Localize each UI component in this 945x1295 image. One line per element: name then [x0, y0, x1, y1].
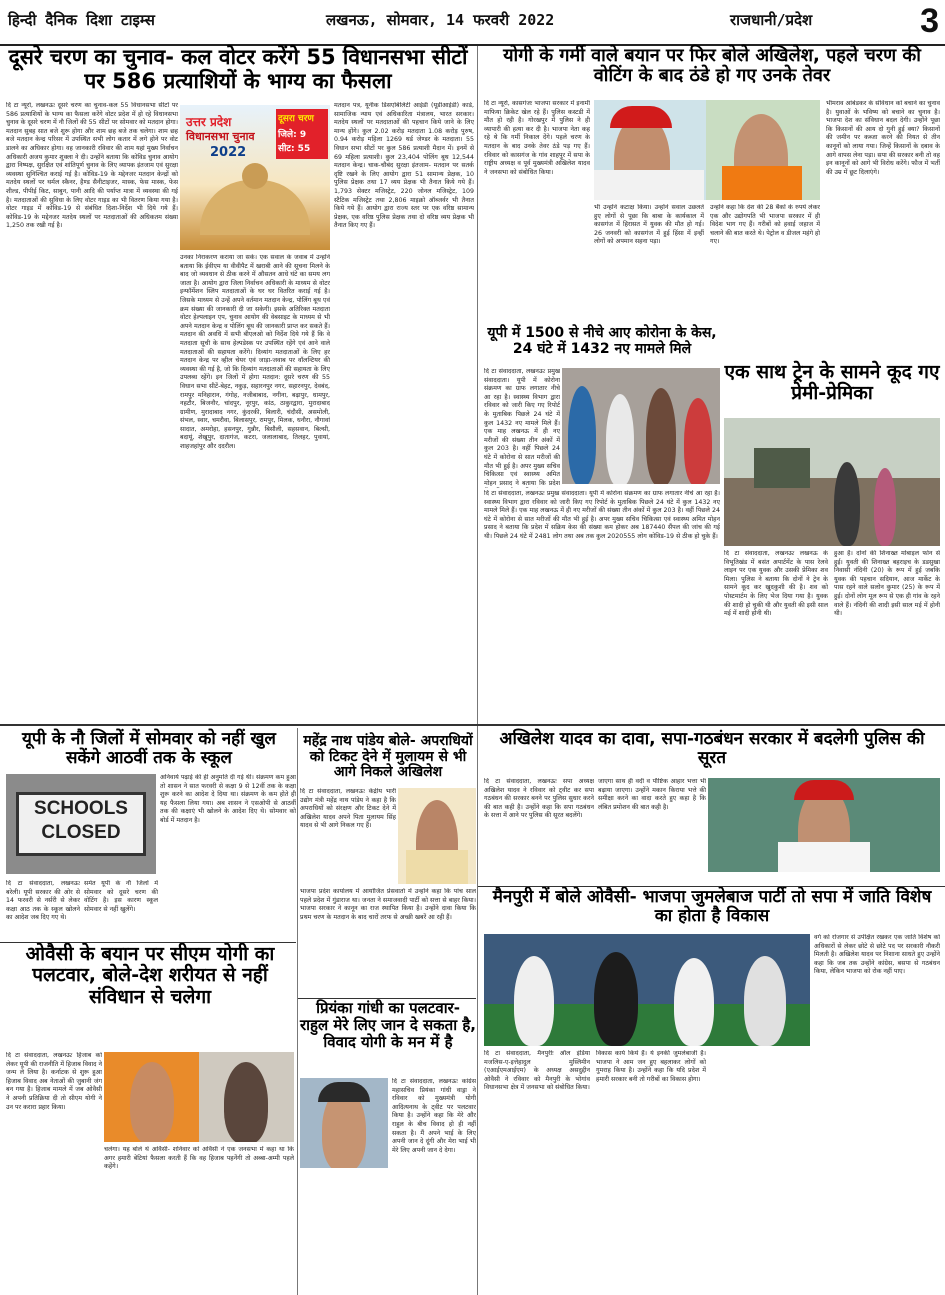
article-train-col1: दि टा संवाददाता, लखनऊः लखनऊ के विभूतिखंड में बसंत अपार्टमेंट के पास रेलवे लाइन पर एक युवक और उसकी प्रेमिका शव मिला। पुलिस ने बताया कि दोनों ने ट्रेन के सामने कूद कर खुदकुशी की है। शव को पोस्टमार्टम के लिए भेज दिया गया है। युवक की शादी हो चुकी थी और युवती की इसी साल मई में शादी होनी थी। [724, 550, 828, 618]
graphic-phase: दूसरा चरण [278, 114, 314, 124]
election-graphic [180, 105, 330, 250]
article-owaisi-col1: दि टा संवाददाता, मैनपुरीः ऑल इंडिया मजलिस-ए-इत्तेहादुल मुस्लिमीन (एआईएमआईएम) के अध्यक्ष असदुद्दीन ओवैसी ने रविवार को मैनपुरी के भोगांव विधानसभा क्षेत्र में जनसभा को संबोधित किया। [484, 1050, 590, 1092]
akhilesh-photo [708, 778, 940, 872]
article-akhilesh-col2: भी उन्होंने कटाक्ष किया। उन्होंने सवाल उछलते हुए लोगों से पूछा कि बाबा के कार्यकाल में कासगंज में हिरासत में युवक की मौत हो गई। 26 जनवरी को कासगंज में हुई हिंसा में इन्हीं लोगों को अपमान सहना पड़ा। [594, 204, 704, 246]
article-police-col2: जाएगा साथ ही वर्दी व पौष्टिक आहार भत्ता भी बढ़ाया जाएगा। उन्होंने मकान किराया भत्ते की समीक्षा करने का वादा करते हुए कहा है कि लंबित प्रमोशन की बात कही है। [598, 778, 706, 811]
owaisi-rally-photo [484, 934, 810, 1046]
article-schools-col1: अनिवार्य पढ़ाई की ही अनुमति दी गई थी। संक्रमण कम हुआ तो शासन ने सात फरवरी से कक्षा 9 से 12वीं तक के कक्षा शुरू करने का आदेश दे दिया था। संक्रमण के कम होते ही यह फैसला लिया गया। अब शासन ने एसओपी से आठवीं तक की कक्षाएं भी खोलने के आदेश दिए थे। सोमवार को बोर्ड में मतदान है। [160, 774, 296, 824]
page-number: 3 [920, 2, 939, 40]
article-corona-intro: दि टा संवाददाता, लखनऊः प्रमुख संवाददाता। यूपी में कोरोना संक्रमण का ग्राफ लगातार नीचे आ रहा है। स्वास्थ्य विभाग द्वारा रविवार को जारी किए गए रिपोर्ट के मुताबिक पिछले 24 घंटे में कुल 1432 नए मामले मिले हैं। एक माह लखनऊ में ही नए मरीजों की संख्या तीन अंकों में कुल 203 है। वहीं पिछले 24 घंटे में कोरोना से सात मरीजों की मौत भी हुई है। अपर मुख्य सचिव चिकित्सा एवं स्वास्थ्य अमित मोहन प्रसाद ने बताया कि प्रदेश [484, 368, 560, 487]
sign-line2: CLOSED [41, 822, 121, 843]
article-yogi-col2: चलेगा। यह बोले थे ओवैसी- शनिवार को ओवैसी ने एक जनसभा में कहा था कि अगर हमारी बेटियां फैसला करती हैं कि वह हिजाब पहनेंगी तो अब्बा-अम्मी पहले कहेंगे। [104, 1146, 294, 1171]
headline-priyanka: प्रियंका गांधी का पलटवार- राहुल मेरे लिए जान दे सकता है, विवाद योगी के मन में है [300, 999, 477, 1051]
graphic-year: 2022 [210, 145, 247, 160]
mahendra-pandey-photo [398, 788, 476, 884]
article-pandey-col1: दि टा संवाददाता, लखनऊः केंद्रीय भारी उद्योग मंत्री महेंद्र नाथ पांडेय ने कहा है कि अपराधियों को संरक्षण और टिकट देने में अखिलेश यादव अपने पिता मुलायम सिंह यादव से भी आगे निकल गए हैं। [300, 788, 396, 830]
graphic-state: उत्तर प्रदेश [186, 115, 232, 129]
headline-police-reform: अखिलेश यादव का दावा, सपा-गठबंधन सरकार में बदलेगी पुलिस की सूरत [499, 729, 925, 769]
yogi-owaisi-photo [104, 1052, 294, 1142]
article-akhilesh-col4: भीमराव आंबेडकर के संविधान को बचाने का चुनाव है। युवाओं के भविष्य को बचाने का चुनाव है। भाजपा देश का संविधान बदल देगी। उन्होंने पूछा कि किसानों की आय दो गुनी हुई क्या? किसानों की जमीन पर कब्जा करने की नियत से तीन कानूनों को लाया गया। जिन्हें किसानों के दबाव के आगे वापस लेना पड़ा। सपा की सरकार बनी तो वह इन कानूनों को आगे भी विरोध करेंगे। फौज में भर्ती की उम्र में छूट दिलाएंगे। [826, 100, 940, 176]
graphic-districts: जिले: 9 [278, 130, 307, 140]
headline-train-couple: एक साथ ट्रेन के सामने कूद गए प्रेमी-प्रेमिका [724, 361, 940, 405]
headline-mahendra-pandey: महेंद्र नाथ पांडेय बोले- अपराधियों को टिकट देने में मुलायम से भी आगे निकले अखिलेश [303, 733, 473, 781]
akhilesh-yogi-photo [594, 100, 820, 200]
article-pandey-col2: भाजपा प्रदेश कार्यालय में आयोजित प्रेसवार्ता में उन्होंने कहा कि पांच साल पहले प्रदेश में गुंडाराज था। जनता ने समाजवादी पार्टी को सत्ता से बाहर किया। भाजपा सरकार ने कानून का राज स्थापित किया है। उन्होंने दावा किया कि प्रथम चरण के मतदान के बाद चारों तरफ से अच्छी खबरें आ रही हैं। [300, 888, 476, 921]
headline-yogi-owaisi: ओवैसी के बयान पर सीएम योगी का पलटवार, बोले-देश शरीयत से नहीं संविधान से चलेगा [25, 943, 275, 1008]
dateline: लखनऊ, सोमवार, 14 फरवरी 2022 [326, 11, 555, 29]
schools-closed-sign [6, 774, 156, 874]
article-owaisi-col2: विकास कार्य किये हैं। ये इनकी जुमलेबाजी है। भाजपा ने आम जन हुए बहलाकर लोगों को गुमराह किया है। उन्होंने कहा कि यदि प्रदेश में हमारी सरकार बनी तो गरीबों का विकास होगा। [596, 1050, 706, 1083]
article-owaisi-col3: वर्ग को रोजगार से उपेक्षित रखकर एक जाति विशेष को अधिकारों से लेकर छोटे से छोटे पद पर सरकारी नौकरी मिलती है। अखिलेश यादव पर निशाना साधते हुए उन्होंने कहा कि जब तक उन्होंने कांग्रेस, बसपा से गठबंधन किया, लेकिन भाजपा को रोक नहीं पाए। [814, 934, 940, 976]
headline-akhilesh-yogi: योगी के गर्मी वाले बयान पर फिर बोले अखिलेश, पहले चरण की वोटिंग के बाद ठंडे हो गए उनके तेवर [503, 45, 921, 87]
headline-second-phase: दूसरे चरण का चुनाव- कल वोटर करेंगे 55 विधानसभा सीटों पर 586 प्रत्याशियों के भाग्य का फैसला [8, 45, 468, 93]
article-second-phase-col3: मतदान पत्र, यूनीक डिसएबिलिटी आईडी (यूडीआईडी) कार्ड, सामाजिक न्याय एवं अधिकारिता मंत्रालय, भारत सरकार। मतदेय स्थलों पर मतदाताओं की पहचान किये जाने के लिए मान्य होंगे। कुल 2.02 करोड़ मतदाता 1.08 करोड़ पुरुष, 0.94 करोड़ महिला 1269 थर्ड जेण्डर के मतदाता। 55 विधान सभा सीटों पर कुल 586 प्रत्याशी मैदान में। इनमें से 69 महिला प्रत्याशी। कुल 23,404 पोलिंग बूथ 12,544 मतदान केन्द्र। चाक-चौबंद सुरक्षा इंतजाम- मतदान पर सतर्क दृष्टि रखने के लिए आयोग द्वारा 51 सामान्य प्रेक्षक, 10 पुलिस प्रेक्षक तथा 17 व्यय प्रेक्षक भी तैनात किये गये हैं। 1,793 सेक्टर मजिस्ट्रेट, 220 जोनल मजिस्ट्रेट, 109 स्टैटिक मजिस्ट्रेट तथा 2,806 माइक्रो ऑब्जर्वर भी तैनात किये गये हैं। आयोग द्वारा राज्य स्तर पर एक वरिष्ठ सामान्य प्रेक्षक, एक वरिष्ठ पुलिस प्रेक्षक तथा दो वरिष्ठ व्यय प्रेक्षक भी तैनात किए गए हैं। [334, 102, 474, 230]
article-second-phase-col2: उनका निराकरण कराया जा सके। एक सवाल के जवाब में उन्होंने बताया कि ईवीएम या वीवीपैट में खराबी आने की सूचना मिलने के बाद जो व्यवधान से ठीक करने में औसतन आधे घंटे का समय लग जाता है। आयोग द्वारा जिला निर्वाचन अधिकारी के माध्यम से वोटर इन्फॉर्मेशन स्लिप मतदाताओं के घर घर वितरित कराई गई है। जिसके माध्यम से उन्हें अपने वर्तमान मतदान केन्द्र, पोलिंग बूथ एवं क्रम संख्या की जानकारी दी जा सकेगी। इसके अतिरिक्त मतदाता वोटर हेल्पलाइन एप, चुनाव आयोग की वेबसाइट के माध्यम से भी अपने मतदान केन्द्र व पोलिंग बूथ की जानकारी प्राप्त कर सकते हैं। मतदान की अवधि में सभी बीएलओ को निर्देश दिये गये हैं कि वे मतदाता सूची के साथ हेल्पडेस्क पर उपस्थित रहेंगे एवं आने वाले मतदाताओं की सहायता करेंगे। दिव्यांग मतदाताओं के लिए हर मतदान केन्द्र पर व्हील चेयर एवं जाड़ा-जवाब पर वॉलन्टियर की व्यवस्था की गई है, जो कि दिव्यांग मतदाताओं की सहायता के लिए उपलब्ध रहेंगे। इन जिलों में होगा मतदान: दूसरे चरण की 55 विधान सभा सीटें-बेहट, नकुड़, सहारनपुर नगर, सहारनपुर, देवबंद, रामपुर मनिहारान, गंगोह, नजीबाबाद, नगीना, बढ़ापुर, धामपुर, नहटौर, बिजनौर, चांदपुर, नूरपुर, कांठ, ठाकुरद्वारा, मुरादाबाद ग्रामीण, मुरादाबाद नगर, कुंदरकी, बिलारी, चंदौसी, असमोली, संभल, स्वार, चमरौवा, बिलासपुर, रामपुर, मिलक, धनौरा, नौगावां सादात, अमरोहा, हसनपुर, गुन्नौर, बिसौली, सहसवान, बिल्सी, बदायूं, शेखूपुर, दातागंज, कटरा, जलालाबाद, तिलहर, पुवायां, शाहजहांपुर और ददरौल। [180, 254, 330, 451]
corona-testing-photo [562, 368, 720, 484]
headline-corona-cases: यूपी में 1500 से नीचे आए कोरोना के केस, 24 घंटे में 1432 नए मामले मिले [487, 325, 717, 357]
headline-schools-closed: यूपी के नौ जिलों में सोमवार को नहीं खुल सकेंगे आठवीं तक के स्कूल [22, 729, 276, 769]
article-yogi-col1: दि टा संवाददाता, लखनऊः हिजाब को लेकर यूपी की राजनीति में हिजाब विवाद ने जन्म ले लिया है। कर्नाटक से शुरू हुआ हिजाब विवाद अब नेताओं की जुबानी जंग बन गया है। हिजाब मामले में जब ओवैसी ने अपनी प्रतिक्रिया दी तो सीएम योगी ने उन पर करारा प्रहार किया। [6, 1052, 102, 1111]
article-schools-col2: दि टा संवाददाता, लखनऊः बरेली। यूपी सरकार की ओर से 14 फरवरी से नर्सरी से लेकर कक्षा आठ तक के स्कूल खोलने का आदेश जब दिए गए थे। [6, 880, 80, 922]
article-train-col2: हुआ है। दोनों की शिनाख्त मोबाइल फोन से हुई। युवती की शिनाख्त बहराइच के डडसुखा निवासी नंदिनी (20) के रूप में हुई जबकि युवक की पहचान सदियान, आज मार्केट के पास रहने वाले सलोन कुमार (25) के रूप में हुई। दोनों लोग मूल रूप से एक ही गांव के रहने वाले हैं। नंदिनी की शादी इसी साल मई में होनी थी। [834, 550, 940, 618]
railway-track-photo [724, 418, 940, 546]
page-header [0, 0, 945, 46]
priyanka-photo [300, 1078, 388, 1168]
graphic-seats: सीट: 55 [278, 144, 311, 154]
article-second-phase-col1: दि टा न्यूरो, लखनऊः दूसरे चरण का चुनाव-कल 55 विधानसभा सीटों पर 586 प्रत्याशियों के भाग्य का फैसला करेंगे वोटर प्रदेश में हो रहे विधानसभा चुनाव के दूसरे चरण में नौ जिलों की 55 सीटों पर सोमवार को मतदान होगा। मतदान सुबह सात बजे शुरू होगा और शाम छह बजे तक चलेगा। शाम छह बजे मतदान केन्द्र परिसर में उपस्थित सभी लोग कतार में लगे होने पर वोट डालने का अधिकार होगा। वह जानकारी रविवार की शाम यहां मुख्य निर्वाचन अधिकारी अजय कुमार शुक्ला ने दी। उन्होंने बताया कि कोविड चुनाव आयोग द्वारा निष्पक्ष, सुरक्षित एवं शांतिपूर्ण चुनाव के लिए व्यापक इंतजाम एवं सुरक्षा व्यवस्था सुनिश्चित कराई गई है। कोविड-19 के मद्देनजर मतदान केन्द्रों को मतदेय स्थलों पर थर्मल स्कैनर, हैण्ड सैनीटाइजर, मास्क, फेस मास्क, फेस शील्ड, पीपीई किट, साबुन, पानी आदि की पर्याप्त मात्रा में व्यवस्था की गई है। मतदाताओं की सुविधा के लिए वोटर गाइड का भी वितरण किया गया है। वोटर गाइड में कोविड-19 से संबंधित दिशा-निर्देश भी दिये गये हैं। कोविड-19 के मद्देनजर मतदेय स्थलों पर मतदाताओं की अधिकतम संख्या 1,250 तक रखी गई है। [6, 102, 178, 230]
sign-line1: SCHOOLS [34, 798, 128, 819]
article-corona-body: दि टा संवाददाता, लखनऊः प्रमुख संवाददाता। यूपी में कोरोना संक्रमण का ग्राफ लगातार नीचे आ रहा है। स्वास्थ्य विभाग द्वारा रविवार को जारी किए गए रिपोर्ट के मुताबिक पिछले 24 घंटे में कुल 1432 नए मामले मिले हैं। एक माह लखनऊ में ही नए मरीजों की संख्या तीन अंकों में कुल 203 है। वहीं पिछले 24 घंटे में कोरोना से सात मरीजों की मौत भी हुई है। अपर मुख्य सचिव चिकित्सा एवं स्वास्थ्य अमित मोहन प्रसाद ने बताया कि प्रदेश में सक्रिय केस की संख्या कम होकर अब 187440 सैंपल की जांच की गई थी। पिछले 24 घंटे में 2481 लोग तथा अब तक कुल 2020555 लोग कोविड-19 से ठीक हो चुके हैं। [484, 490, 720, 540]
article-akhilesh-col3: उन्होंने कहा कि देश की 28 बैंकों के रुपये लेकर एक और उद्योगपति भी भाजपा सरकार में ही विदेश भाग गए हैं। गरीबों को हवाई जहाज में चलाने की बात करते थे। पेट्रोल व डीजल महंगे हो गए। [710, 204, 820, 246]
section-name: राजधानी/प्रदेश [730, 11, 813, 29]
article-priyanka-body: दि टा संवाददाता, लखनऊः कांग्रेस महासचिव प्रियंका गांधी वाड्रा ने रविवार को मुख्यमंत्री योगी आदित्यनाथ के ट्वीट पर पलटवार किया है। उन्होंने कहा कि मेरे और राहुल के बीच विवाद हो ही नहीं सकता है। मैं अपने भाई के लिए अपनी जान दे दूंगी और मेरा भाई भी मेरे लिए अपनी जान दे देगा। [392, 1078, 476, 1154]
newspaper-name: हिन्दी दैनिक दिशा टाइम्स [8, 11, 155, 29]
article-police-col1: दि टा संवाददाता, लखनऊः सपा अध्यक्ष अखिलेश यादव ने रविवार को ट्वीट कर सपा गठबंधन की सरकार बनने पर पुलिस सुधार करने की बात कही है। उन्होंने कहा कि सपा गठबंधन के सत्ता में आने पर पुलिस की सूरत बदलेंगे। [484, 778, 594, 820]
graphic-title: विधानसभा चुनाव [186, 130, 255, 143]
article-schools-col3: समेत यूपी के नौ जिलों में सोमवार को दूसरे चरण की वोटिंग है। इस कारण स्कूल सोमवार से नहीं खुलेंगे। [84, 880, 158, 913]
headline-owaisi-mainpuri: मैनपुरी में बोले ओवैसी- भाजपा जुमलेबाज पार्टी तो सपा में जाति विशेष का होता है विकास [492, 887, 932, 927]
article-akhilesh-col1: दि टा न्यूरो, कासगंजः भाजपा सरकार में इनामी माफिया क्रिकेट खेल रहे हैं। पुलिस कस्टडी में मौत हो रही है। गोरखपुर में पुलिस ने ही व्यापारी की हत्या कर दी है। भाजपा नेता कह रहे थे कि गर्मी निकाल देंगे। पहले चरण के मतदान के बाद उनके तेवर ठंडे पड़ गए हैं। रविवार को कासगंज के गांव शाहपुर में सपा के राष्ट्रीय अध्यक्ष व पूर्व मुख्यमंत्री अखिलेश यादव ने जनसभा को संबोधित किया। [484, 100, 590, 176]
